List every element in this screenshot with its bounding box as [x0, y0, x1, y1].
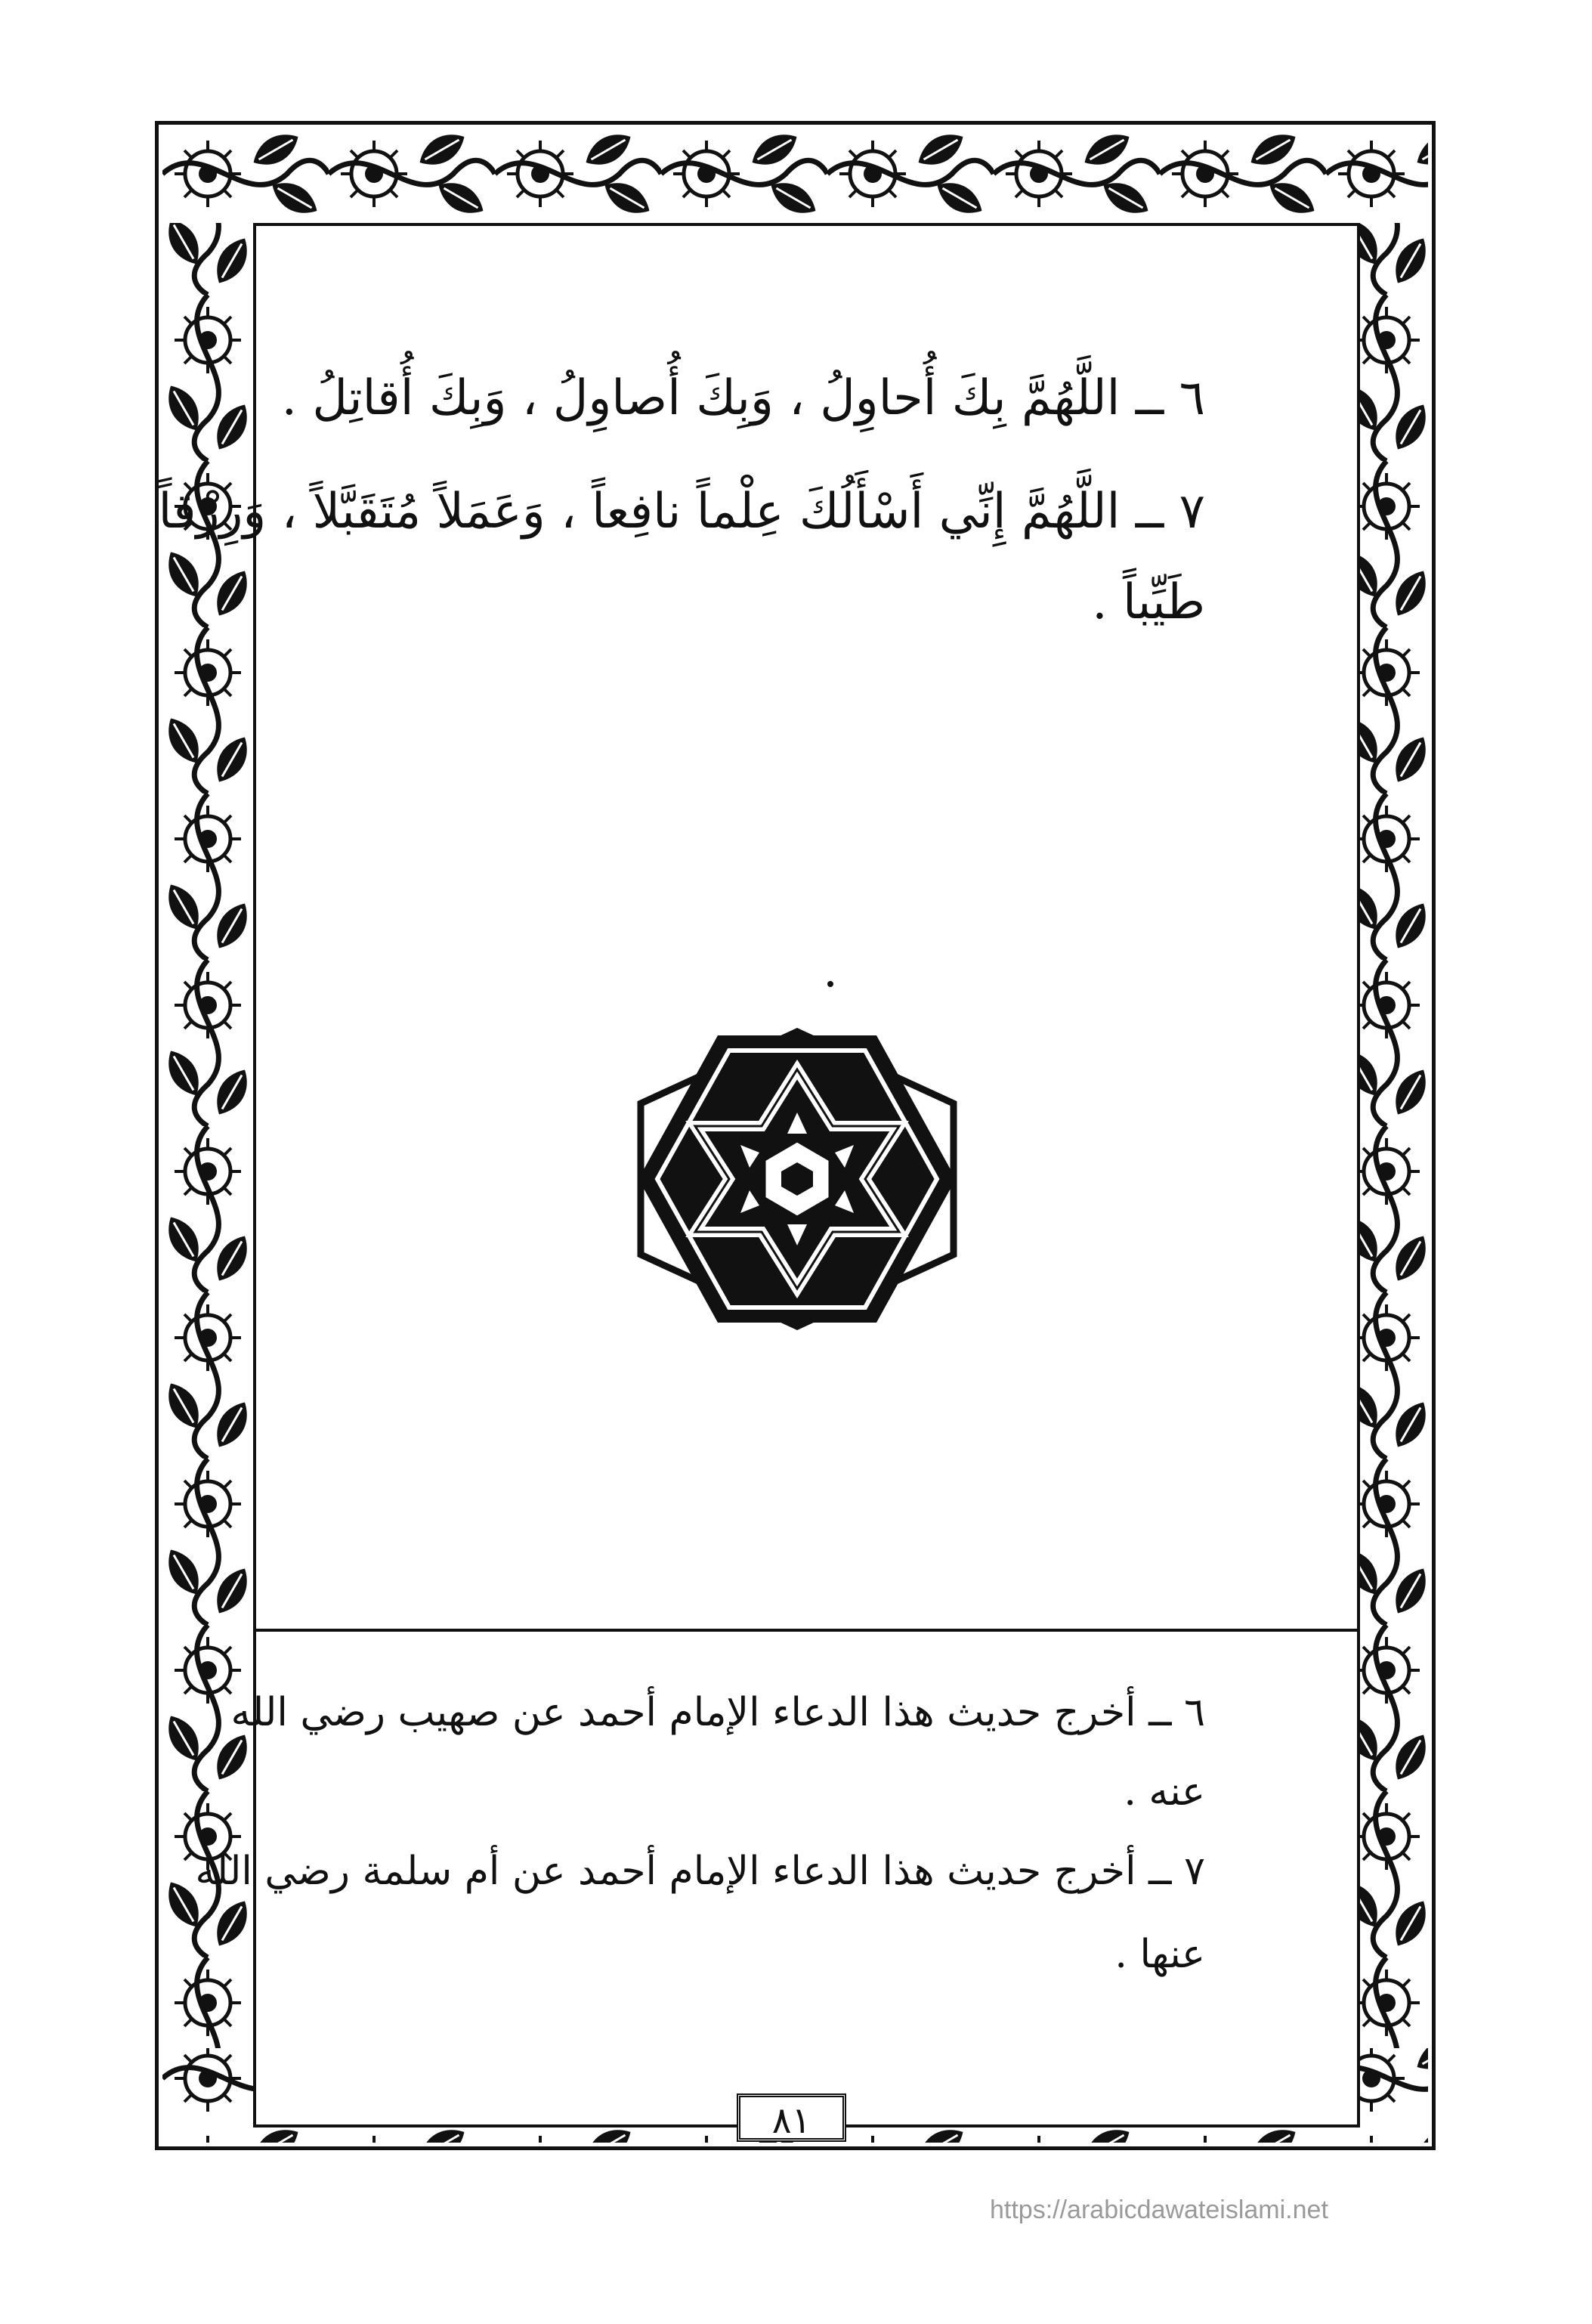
page-number: ٨١ — [737, 2093, 846, 2142]
watermark-url: https://arabicdawateislami.net — [990, 2196, 1328, 2224]
footnote-6-line-2: عنه . — [1124, 1769, 1205, 1815]
footnote-divider — [253, 1629, 1360, 1632]
footnote-7-line-2: عنها . — [1114, 1932, 1205, 1977]
supplication-6: ٦ ــ اللَّهُمَّ بِكَ أُحاوِلُ ، وَبِكَ أُصاوِلُ ، وَبِكَ أُقاتِلُ . — [281, 370, 1205, 426]
footnote-7-line-1: ٧ ــ أخرج حديث هذا الدعاء الإمام أحمد عن أم سلمة رضي الله — [195, 1849, 1205, 1894]
geometric-star-ornament — [635, 1028, 960, 1330]
ornament-dot — [827, 981, 833, 987]
supplication-7-line-1: ٧ ــ اللَّهُمَّ إِنِّي أَسْأَلُكَ عِلْماً نافِعاً ، وَعَمَلاً مُتَقَبَّلاً ، وَرِزْقاً — [158, 484, 1205, 540]
supplication-7-line-2: طَيِّباً . — [1092, 574, 1205, 630]
footnote-6-line-1: ٦ ــ أخرج حديث هذا الدعاء الإمام أحمد عن صهيب رضي الله — [230, 1690, 1205, 1735]
